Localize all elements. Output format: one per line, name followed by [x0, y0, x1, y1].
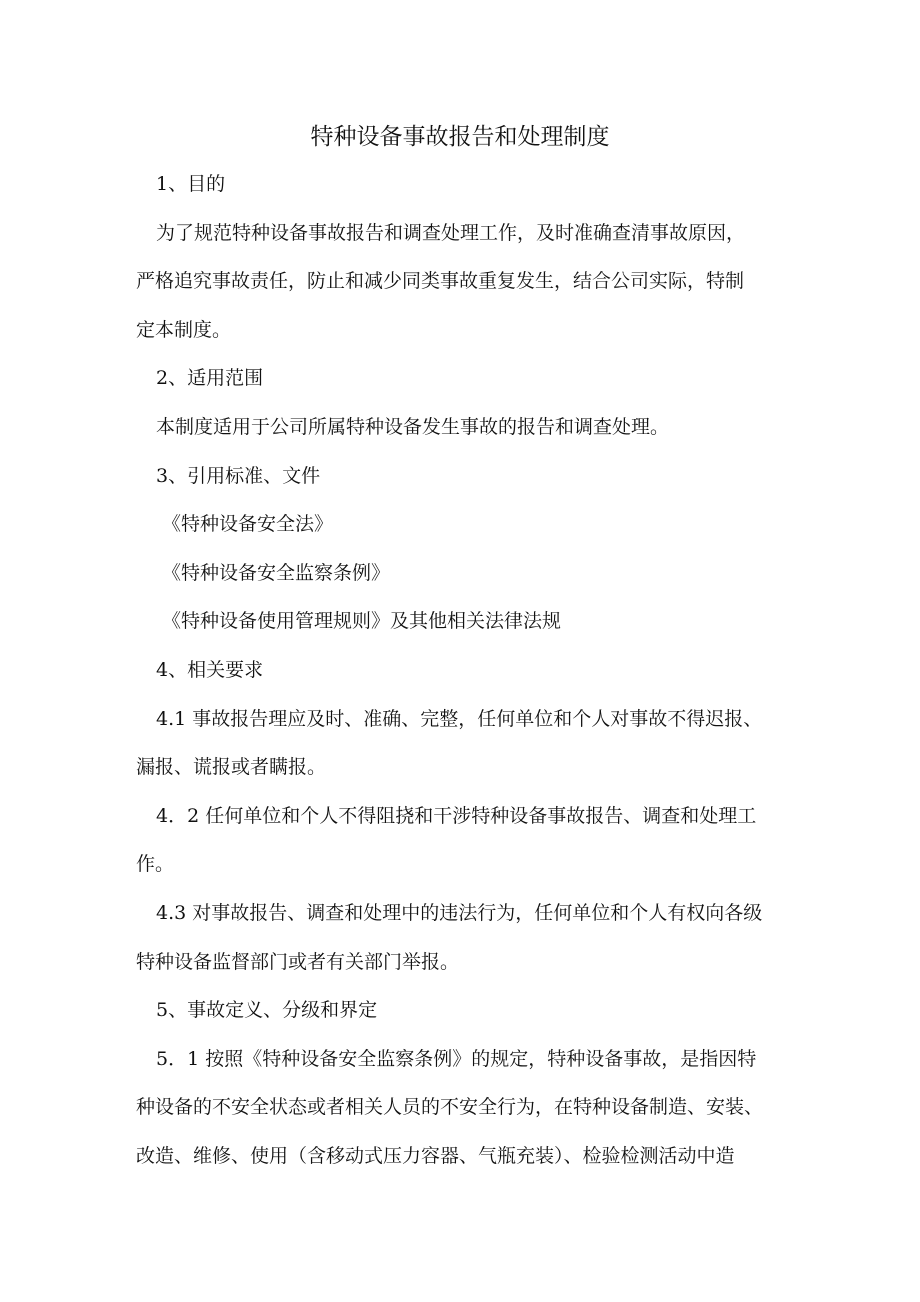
section-heading-definitions: 5、事故定义、分级和界定: [156, 999, 378, 1022]
paragraph-line: 特种设备监督部门或者有关部门举报。: [136, 950, 460, 973]
paragraph-line: 5．1 按照《特种设备安全监察条例》的规定，特种设备事故，是指因特: [156, 1047, 757, 1070]
reference-item: 《特种设备使用管理规则》及其他相关法律法规: [162, 610, 562, 633]
paragraph-line: 定本制度。: [136, 318, 232, 341]
paragraph-line: 本制度适用于公司所属特种设备发生事故的报告和调查处理。: [156, 415, 670, 438]
section-heading-references: 3、引用标准、文件: [156, 464, 321, 487]
reference-item: 《特种设备安全监察条例》: [162, 561, 391, 584]
paragraph-line: 作。: [136, 853, 175, 876]
paragraph-line: 4．2 任何单位和个人不得阻挠和干涉特种设备事故报告、调查和处理工: [156, 804, 757, 827]
paragraph-line: 漏报、谎报或者瞒报。: [136, 756, 327, 779]
document-body: [136, 163, 801, 1183]
paragraph-line: 严格追究事故责任，防止和减少同类事故重复发生，结合公司实际，特制: [136, 270, 745, 293]
section-heading-requirements: 4、相关要求: [156, 658, 264, 681]
paragraph-line: 4.1 事故报告理应及时、准确、完整，任何单位和个人对事故不得迟报、: [156, 707, 763, 730]
reference-item: 《特种设备安全法》: [162, 513, 334, 536]
document-title: 特种设备事故报告和处理制度: [310, 124, 610, 150]
paragraph-line: 改造、维修、使用（含移动式压力容器、气瓶充装）、检验检测活动中造: [136, 1144, 735, 1167]
paragraph-line: 为了规范特种设备事故报告和调查处理工作，及时准确查清事故原因，: [156, 221, 746, 244]
paragraph-line: 4.3 对事故报告、调查和处理中的违法行为，任何单位和个人有权向各级: [156, 901, 763, 924]
section-heading-purpose: 1、目的: [156, 173, 226, 195]
paragraph-line: 种设备的不安全状态或者相关人员的不安全行为，在特种设备制造、安装、: [136, 1096, 764, 1119]
section-heading-scope: 2、适用范围: [156, 367, 264, 390]
